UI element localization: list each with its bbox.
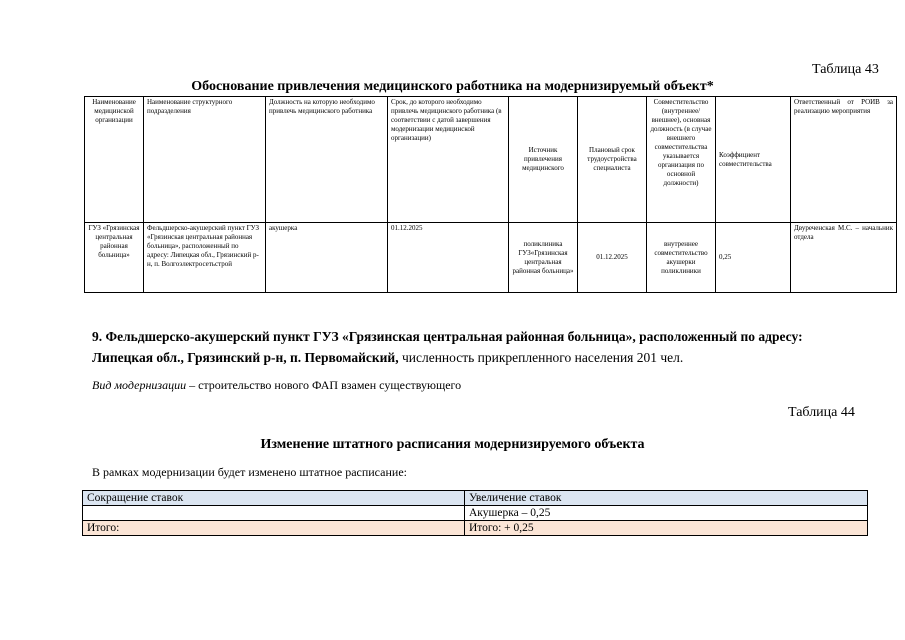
modernization-type xyxy=(92,378,461,393)
total-increase: Итого: + 0,25 xyxy=(465,521,868,536)
table-44-label: Таблица 44 xyxy=(788,405,855,420)
header-deadline: Срок, до которого необходимо привлечь медицинского работника (в соответствии с датой завершения модернизации медицинской организации) xyxy=(388,97,509,223)
header-org: Наименование медицинской организации xyxy=(85,97,144,223)
header-reduction: Сокращение ставок xyxy=(83,491,465,506)
table-44-title: Изменение штатного расписания модернизируемого объекта xyxy=(260,437,645,452)
header-source: Источник привлечения медицинского xyxy=(509,97,578,223)
table-43-row xyxy=(85,223,897,293)
modernization-text: – строительство нового ФАП взамен существующего xyxy=(186,378,462,392)
table-43-title: Обоснование привлечения медицинского работника на модернизируемый объект* xyxy=(191,79,714,94)
header-position: Должность на которую необходимо привлечь медицинского работника xyxy=(266,97,388,223)
table-43-label: Таблица 43 xyxy=(812,62,879,77)
cell-reduction xyxy=(83,506,465,521)
cell-org: ГУЗ «Грязинская центральная районная больница» xyxy=(85,223,144,293)
table-44-header-row xyxy=(83,491,868,506)
cell-position: акушерка xyxy=(266,223,388,293)
table-44 xyxy=(82,490,868,536)
cell-source: поликлиника ГУЗ«Грязинская центральная районная больница» xyxy=(509,223,578,293)
header-unit: Наименование структурного подразделения xyxy=(144,97,266,223)
header-planned-date: Плановый срок трудоустройства специалиста xyxy=(578,97,647,223)
total-reduction: Итого: xyxy=(83,521,465,536)
section-9-bold: 9. Фельдшерско-акушерский пункт ГУЗ «Грязинская центральная районная больница», расположенный по адресу: Липецкая обл., Грязинский р-н, п. Первомайский, xyxy=(92,329,803,365)
section-9-heading xyxy=(92,326,852,368)
cell-increase: Акушерка – 0,25 xyxy=(465,506,868,521)
section-9-normal: численность прикрепленного населения 201 чел. xyxy=(398,350,684,365)
table-44-intro: В рамках модернизации будет изменено штатное расписание: xyxy=(92,465,407,479)
header-coefficient: Коэффициент совместительства xyxy=(716,97,791,223)
cell-deadline: 01.12.2025 xyxy=(388,223,509,293)
cell-unit: Фельдшерско-акушерский пункт ГУЗ «Грязинская центральная районная больница», расположенный по адресу: Липецкая обл., Грязинский р-н, п. Волгоэлектросетьстрой xyxy=(144,223,266,293)
modernization-label: Вид модернизации xyxy=(92,378,187,392)
cell-planned-date: 01.12.2025 xyxy=(578,223,647,293)
header-combination: Совместительство (внутреннее/внешнее), основная должность (в случае внешнего совместительства указывается организация по основной должности) xyxy=(647,97,716,223)
cell-responsible: Двуреченская М.С. – начальник отдела xyxy=(791,223,897,293)
header-increase: Увеличение ставок xyxy=(465,491,868,506)
cell-coefficient: 0,25 xyxy=(716,223,791,293)
header-responsible: Ответственный от РОИВ за реализацию мероприятия xyxy=(791,97,897,223)
table-44-total-row xyxy=(83,521,868,536)
cell-combination: внутреннее совместительство акушерки поликлиники xyxy=(647,223,716,293)
table-44-row xyxy=(83,506,868,521)
table-43 xyxy=(84,96,897,293)
table-43-header-row xyxy=(85,97,897,223)
